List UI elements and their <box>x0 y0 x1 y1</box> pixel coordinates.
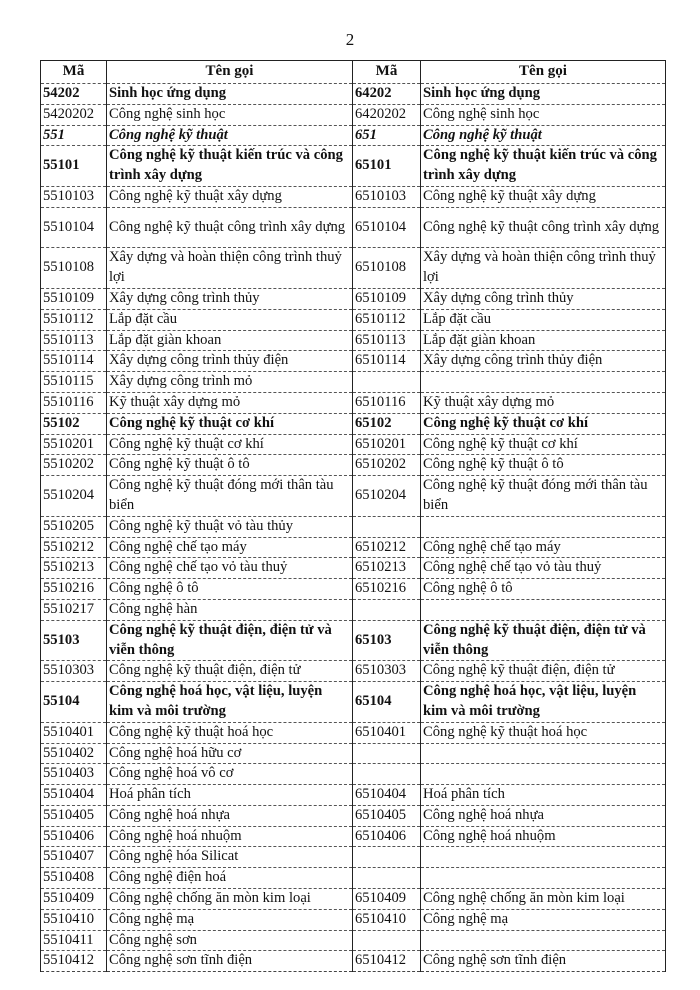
code-right-cell <box>353 372 421 393</box>
name-right-cell: Kỹ thuật xây dựng mỏ <box>421 392 666 413</box>
name-right-cell: Sinh học ứng dụng <box>421 84 666 105</box>
name-left-cell: Công nghệ kỹ thuật ô tô <box>107 455 353 476</box>
table-row <box>41 722 666 743</box>
name-left-cell: Công nghệ kỹ thuật cơ khí <box>107 434 353 455</box>
page-number: 2 <box>345 30 355 49</box>
table-row <box>41 847 666 868</box>
code-left-cell: 5510217 <box>41 599 107 620</box>
code-right-cell: 6510201 <box>353 434 421 455</box>
table-row <box>41 661 666 682</box>
name-right-cell: Lắp đặt giàn khoan <box>421 330 666 351</box>
table-row <box>41 682 666 723</box>
name-right-cell: Lắp đặt cầu <box>421 309 666 330</box>
name-left-cell: Công nghệ kỹ thuật <box>107 125 353 146</box>
code-right-cell <box>353 868 421 889</box>
code-left-cell: 5510401 <box>41 722 107 743</box>
code-right-cell: 65104 <box>353 682 421 723</box>
code-right-cell <box>353 764 421 785</box>
table-row <box>41 186 666 207</box>
table-row <box>41 826 666 847</box>
header-name-right: Tên gọi <box>421 61 666 84</box>
code-right-cell: 6510212 <box>353 537 421 558</box>
code-right-cell: 64202 <box>353 84 421 105</box>
name-right-cell: Công nghệ hoá học, vật liệu, luyện kim và môi trường <box>421 682 666 723</box>
code-left-cell: 5510408 <box>41 868 107 889</box>
name-right-cell: Công nghệ kỹ thuật hoá học <box>421 722 666 743</box>
name-left-cell: Công nghệ sơn tĩnh điện <box>107 951 353 972</box>
table-row <box>41 764 666 785</box>
code-right-cell: 6510216 <box>353 579 421 600</box>
table-row <box>41 104 666 125</box>
code-left-cell: 5510114 <box>41 351 107 372</box>
name-right-cell <box>421 764 666 785</box>
code-right-cell <box>353 743 421 764</box>
code-left-cell: 551 <box>41 125 107 146</box>
code-left-cell: 5510103 <box>41 186 107 207</box>
code-left-cell: 5510403 <box>41 764 107 785</box>
code-right-cell: 6510405 <box>353 805 421 826</box>
table-row <box>41 516 666 537</box>
code-right-cell: 6510108 <box>353 248 421 289</box>
name-left-cell: Công nghệ kỹ thuật kiến trúc và công trình xây dựng <box>107 146 353 187</box>
code-left-cell: 5510407 <box>41 847 107 868</box>
code-right-cell: 6420202 <box>353 104 421 125</box>
name-left-cell: Công nghệ kỹ thuật công trình xây dựng <box>107 207 353 248</box>
code-left-cell: 55102 <box>41 413 107 434</box>
table-row <box>41 207 666 248</box>
name-right-cell: Công nghệ kỹ thuật công trình xây dựng <box>421 207 666 248</box>
code-right-cell <box>353 599 421 620</box>
table-row <box>41 537 666 558</box>
name-left-cell: Hoá phân tích <box>107 785 353 806</box>
program-code-table <box>40 60 666 972</box>
code-left-cell: 55101 <box>41 146 107 187</box>
name-left-cell: Xây dựng công trình mỏ <box>107 372 353 393</box>
name-right-cell <box>421 372 666 393</box>
name-right-cell: Xây dựng công trình thủy điện <box>421 351 666 372</box>
table-row <box>41 620 666 661</box>
name-right-cell: Công nghệ kỹ thuật điện, điện tử <box>421 661 666 682</box>
name-left-cell: Công nghệ hàn <box>107 599 353 620</box>
name-right-cell: Công nghệ kỹ thuật <box>421 125 666 146</box>
code-left-cell: 5510202 <box>41 455 107 476</box>
name-right-cell: Công nghệ chế tạo máy <box>421 537 666 558</box>
code-right-cell: 6510204 <box>353 476 421 517</box>
code-right-cell: 651 <box>353 125 421 146</box>
name-left-cell: Công nghệ kỹ thuật cơ khí <box>107 413 353 434</box>
table-row <box>41 330 666 351</box>
table-row <box>41 146 666 187</box>
name-right-cell: Xây dựng công trình thủy <box>421 288 666 309</box>
code-right-cell: 6510410 <box>353 909 421 930</box>
name-right-cell: Công nghệ hoá nhuộm <box>421 826 666 847</box>
name-left-cell: Công nghệ chế tạo vỏ tàu thuỷ <box>107 558 353 579</box>
table-row <box>41 309 666 330</box>
code-left-cell: 5420202 <box>41 104 107 125</box>
code-left-cell: 5510406 <box>41 826 107 847</box>
name-right-cell: Công nghệ kỹ thuật kiến trúc và công trình xây dựng <box>421 146 666 187</box>
code-left-cell: 5510204 <box>41 476 107 517</box>
name-right-cell: Công nghệ sơn tĩnh điện <box>421 951 666 972</box>
name-left-cell: Công nghệ chế tạo máy <box>107 537 353 558</box>
code-right-cell: 6510104 <box>353 207 421 248</box>
name-left-cell: Kỹ thuật xây dựng mỏ <box>107 392 353 413</box>
table-row <box>41 84 666 105</box>
table-row <box>41 558 666 579</box>
name-right-cell: Công nghệ sinh học <box>421 104 666 125</box>
code-left-cell: 54202 <box>41 84 107 105</box>
table-row <box>41 909 666 930</box>
name-left-cell: Sinh học ứng dụng <box>107 84 353 105</box>
name-right-cell: Công nghệ chống ăn mòn kim loại <box>421 889 666 910</box>
table-row <box>41 951 666 972</box>
name-right-cell: Công nghệ chế tạo vỏ tàu thuỷ <box>421 558 666 579</box>
name-left-cell: Xây dựng và hoàn thiện công trình thuỷ lợi <box>107 248 353 289</box>
code-right-cell: 6510406 <box>353 826 421 847</box>
table-row <box>41 455 666 476</box>
name-right-cell <box>421 743 666 764</box>
name-left-cell: Công nghệ điện hoá <box>107 868 353 889</box>
code-right-cell: 6510303 <box>353 661 421 682</box>
name-left-cell: Lắp đặt giàn khoan <box>107 330 353 351</box>
name-right-cell: Hoá phân tích <box>421 785 666 806</box>
code-right-cell: 6510213 <box>353 558 421 579</box>
code-left-cell: 5510405 <box>41 805 107 826</box>
name-left-cell: Công nghệ mạ <box>107 909 353 930</box>
code-left-cell: 5510205 <box>41 516 107 537</box>
table-row <box>41 434 666 455</box>
table-row <box>41 930 666 951</box>
code-right-cell: 6510404 <box>353 785 421 806</box>
code-left-cell: 5510412 <box>41 951 107 972</box>
code-right-cell: 6510103 <box>353 186 421 207</box>
code-left-cell: 5510112 <box>41 309 107 330</box>
name-right-cell: Công nghệ kỹ thuật ô tô <box>421 455 666 476</box>
code-right-cell: 6510116 <box>353 392 421 413</box>
name-left-cell: Công nghệ sinh học <box>107 104 353 125</box>
name-left-cell: Xây dựng công trình thủy điện <box>107 351 353 372</box>
name-left-cell: Công nghệ kỹ thuật xây dựng <box>107 186 353 207</box>
table-row <box>41 288 666 309</box>
table-row <box>41 743 666 764</box>
name-left-cell: Công nghệ hóa Silicat <box>107 847 353 868</box>
code-left-cell: 5510109 <box>41 288 107 309</box>
name-right-cell: Công nghệ kỹ thuật đóng mới thân tàu biển <box>421 476 666 517</box>
code-right-cell: 6510412 <box>353 951 421 972</box>
table-body <box>41 84 666 972</box>
name-left-cell: Công nghệ hoá nhuộm <box>107 826 353 847</box>
code-left-cell: 55104 <box>41 682 107 723</box>
name-left-cell: Công nghệ hoá hữu cơ <box>107 743 353 764</box>
code-left-cell: 5510115 <box>41 372 107 393</box>
code-right-cell: 6510114 <box>353 351 421 372</box>
table-row <box>41 805 666 826</box>
table-row <box>41 392 666 413</box>
table-row <box>41 889 666 910</box>
name-right-cell: Xây dựng và hoàn thiện công trình thuỷ lợi <box>421 248 666 289</box>
table-row <box>41 372 666 393</box>
code-left-cell: 55103 <box>41 620 107 661</box>
name-right-cell <box>421 847 666 868</box>
code-left-cell: 5510410 <box>41 909 107 930</box>
name-left-cell: Công nghệ sơn <box>107 930 353 951</box>
name-right-cell: Công nghệ kỹ thuật điện, điện tử và viễn thông <box>421 620 666 661</box>
code-left-cell: 5510113 <box>41 330 107 351</box>
name-right-cell: Công nghệ kỹ thuật cơ khí <box>421 434 666 455</box>
name-left-cell: Công nghệ kỹ thuật điện, điện tử và viễn thông <box>107 620 353 661</box>
table-header-row <box>41 61 666 84</box>
name-left-cell: Công nghệ kỹ thuật đóng mới thân tàu biển <box>107 476 353 517</box>
code-right-cell: 65101 <box>353 146 421 187</box>
header-name-left: Tên gọi <box>107 61 353 84</box>
code-right-cell: 65103 <box>353 620 421 661</box>
name-left-cell: Công nghệ ô tô <box>107 579 353 600</box>
code-right-cell: 6510109 <box>353 288 421 309</box>
code-right-cell: 6510401 <box>353 722 421 743</box>
code-right-cell: 65102 <box>353 413 421 434</box>
name-right-cell <box>421 930 666 951</box>
code-left-cell: 5510216 <box>41 579 107 600</box>
name-right-cell: Công nghệ kỹ thuật xây dựng <box>421 186 666 207</box>
name-left-cell: Công nghệ hoá học, vật liệu, luyện kim và môi trường <box>107 682 353 723</box>
code-left-cell: 5510409 <box>41 889 107 910</box>
table-row <box>41 413 666 434</box>
code-left-cell: 5510212 <box>41 537 107 558</box>
table-row <box>41 476 666 517</box>
table-row <box>41 579 666 600</box>
code-right-cell: 6510113 <box>353 330 421 351</box>
code-left-cell: 5510201 <box>41 434 107 455</box>
code-right-cell <box>353 930 421 951</box>
code-right-cell: 6510112 <box>353 309 421 330</box>
name-right-cell <box>421 868 666 889</box>
name-right-cell: Công nghệ hoá nhựa <box>421 805 666 826</box>
name-right-cell: Công nghệ mạ <box>421 909 666 930</box>
name-left-cell: Xây dựng công trình thủy <box>107 288 353 309</box>
header-code-left: Mã <box>41 61 107 84</box>
code-left-cell: 5510213 <box>41 558 107 579</box>
name-right-cell <box>421 599 666 620</box>
table-row <box>41 248 666 289</box>
code-left-cell: 5510116 <box>41 392 107 413</box>
code-left-cell: 5510303 <box>41 661 107 682</box>
name-right-cell <box>421 516 666 537</box>
name-left-cell: Công nghệ hoá nhựa <box>107 805 353 826</box>
table-row <box>41 599 666 620</box>
table-row <box>41 351 666 372</box>
name-left-cell: Lắp đặt cầu <box>107 309 353 330</box>
name-left-cell: Công nghệ hoá vô cơ <box>107 764 353 785</box>
name-left-cell: Công nghệ kỹ thuật điện, điện tử <box>107 661 353 682</box>
name-left-cell: Công nghệ kỹ thuật hoá học <box>107 722 353 743</box>
code-left-cell: 5510104 <box>41 207 107 248</box>
code-right-cell <box>353 847 421 868</box>
header-code-right: Mã <box>353 61 421 84</box>
name-left-cell: Công nghệ chống ăn mòn kim loại <box>107 889 353 910</box>
code-right-cell: 6510409 <box>353 889 421 910</box>
name-left-cell: Công nghệ kỹ thuật vỏ tàu thủy <box>107 516 353 537</box>
code-left-cell: 5510411 <box>41 930 107 951</box>
code-left-cell: 5510108 <box>41 248 107 289</box>
table-row <box>41 868 666 889</box>
name-right-cell: Công nghệ kỹ thuật cơ khí <box>421 413 666 434</box>
table-row <box>41 785 666 806</box>
name-right-cell: Công nghệ ô tô <box>421 579 666 600</box>
code-left-cell: 5510404 <box>41 785 107 806</box>
code-right-cell <box>353 516 421 537</box>
code-left-cell: 5510402 <box>41 743 107 764</box>
code-right-cell: 6510202 <box>353 455 421 476</box>
table-row <box>41 125 666 146</box>
